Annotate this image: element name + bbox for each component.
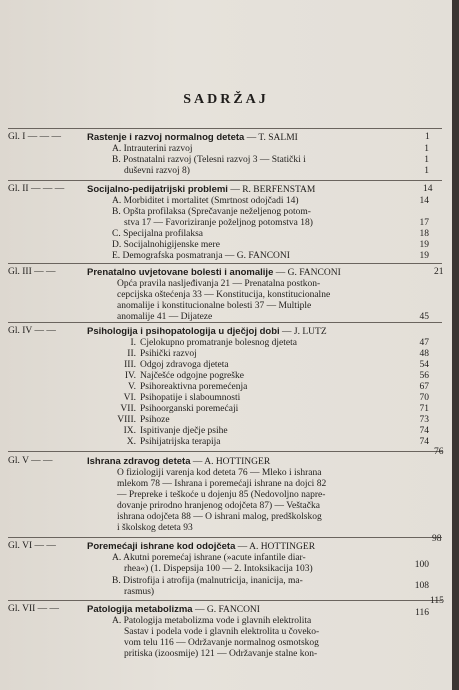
chapter-divider <box>8 128 442 129</box>
toc-entry <box>110 426 228 436</box>
toc-entry-page: 54 <box>419 360 429 370</box>
toc-entry-page: 74 <box>419 437 429 447</box>
chapter-page: 21 <box>434 267 444 277</box>
toc-entry-page: 70 <box>419 393 429 403</box>
page-title: SADRŽAJ <box>183 92 269 107</box>
toc-entry <box>110 360 229 370</box>
chapter-heading-line <box>87 132 298 143</box>
chapter-page: 14 <box>423 184 433 194</box>
toc-entry-page: 18 <box>419 229 429 239</box>
toc-entry: A. Patologija metabolizma vode i glavnih elektrolita <box>112 616 312 626</box>
chapter-author: — G. FANCONI <box>194 605 260 615</box>
toc-entry <box>110 371 244 381</box>
chapter-heading: Poremećaji ishrane kod odojčeta <box>87 541 236 552</box>
toc-entry-page: 116 <box>415 608 429 618</box>
toc-entry: duševni razvoj 8) <box>124 166 190 176</box>
roman-numeral: III. <box>124 360 136 370</box>
toc-entry: mlekom 78 — Ishrana i poremećaji ishrane na dojci 82 <box>117 479 327 489</box>
toc-entry-text: Psihopatije i slaboumnosti <box>140 393 241 403</box>
chapter-label: Gl. VII — — <box>8 604 60 614</box>
toc-entry-text: Najčešće odgojne pogreške <box>140 371 244 381</box>
toc-entry-text: Psihoorganski poremećaji <box>140 404 239 414</box>
toc-entry: rasmus) <box>124 587 155 597</box>
toc-entry: rhea«) (1. Dispepsija 100 — 2. Intoksikacija 103) <box>124 564 313 574</box>
roman-numeral: VIII. <box>117 415 136 425</box>
toc-entry-text: Odgoj zdravoga djeteta <box>140 360 229 370</box>
chapter-heading: Ishrana zdravog deteta <box>87 456 191 467</box>
toc-entry <box>110 382 247 392</box>
roman-numeral: VII. <box>120 404 136 414</box>
toc-entry <box>110 437 220 447</box>
toc-entry-text: Ispitivanje dječje psihe <box>140 426 228 436</box>
toc-entry-page: 74 <box>419 426 429 436</box>
chapter-heading-line <box>87 456 270 467</box>
toc-entry: O fiziologiji varenja kod deteta 76 — Mleko i ishrana <box>117 468 322 478</box>
toc-entry: pritiska (izoosmije) 121 — Održavanje stalne kon- <box>124 649 318 659</box>
toc-entry-page: 73 <box>419 415 429 425</box>
chapter-divider <box>8 180 442 181</box>
toc-entry-page: 1 <box>424 155 429 165</box>
chapter-author: — A. HOTTINGER <box>237 542 316 552</box>
toc-entry: B. Opšta profilaksa (Sprečavanje neželjenog potom- <box>112 207 311 217</box>
toc-entry: Sastav i podela vode i glavnih elektrolita u čoveko- <box>124 627 320 637</box>
chapter-label: Gl. IV — — <box>8 326 56 336</box>
toc-entry-text: Psihijatrijska terapija <box>140 437 221 447</box>
toc-entry: A. Morbiditet i mortalitet (Smrtnost odojčadi 14) <box>112 196 299 206</box>
chapter-label: Gl. I — — — <box>8 132 62 142</box>
toc-entry: vom telu 116 — Održavanje normalnog osmotskog <box>124 638 319 648</box>
toc-entry: i školskog deteta 93 <box>117 523 193 533</box>
toc-entry: A. Intrauterini razvoj <box>112 144 193 154</box>
toc-entry: B. Postnatalni razvoj (Telesni razvoj 3 — Statički i <box>112 155 306 165</box>
chapter-divider <box>8 600 442 601</box>
chapter-page: 76 <box>434 447 444 457</box>
roman-numeral: II. <box>127 349 136 359</box>
chapter-author: — R. BERFENSTAM <box>230 185 316 195</box>
toc-entry: A. Akutni poremećaj ishrane (»acute infantile diar- <box>112 553 306 563</box>
chapter-page: 1 <box>425 132 430 142</box>
chapter-label: Gl. V — — <box>8 456 53 466</box>
toc-entry-page: 56 <box>419 371 429 381</box>
chapter-heading: Socijalno-pedijatrijski problemi <box>87 184 228 195</box>
roman-numeral: V. <box>127 382 136 392</box>
toc-entry: B. Distrofija i atrofija (malnutricija, inanicija, ma- <box>112 576 303 586</box>
toc-entry-page: 19 <box>419 251 429 261</box>
toc-entry: D. Socijalnohigijenske mere <box>112 240 220 250</box>
toc-entry-page: 19 <box>419 240 429 250</box>
chapter-label: Gl. II — — — <box>8 184 65 194</box>
chapter-author: — G. FANCONI <box>275 268 341 278</box>
toc-entry: dovanje prirodno hranjenog odojčeta 87) — Veštačka <box>117 501 320 511</box>
toc-entry-text: Psihički razvoj <box>140 349 197 359</box>
toc-entry-page: 108 <box>414 581 429 591</box>
toc-entry-page: 100 <box>414 560 429 570</box>
chapter-divider <box>8 537 442 538</box>
toc-entry-page: 1 <box>424 144 429 154</box>
roman-numeral: X. <box>126 437 136 447</box>
toc-entry <box>110 415 170 425</box>
toc-entry-page: 47 <box>419 338 429 348</box>
chapter-heading-line <box>87 184 315 195</box>
toc-entry: anomalije i konstitucionalne bolesti 37 — Multiple <box>117 301 312 311</box>
toc-entry-page: 45 <box>419 312 429 322</box>
toc-entry: anomalije 41 — Dijateze <box>117 312 213 322</box>
chapter-divider <box>8 322 442 323</box>
toc-entry <box>110 404 238 414</box>
toc-entry <box>110 393 240 403</box>
chapter-divider <box>8 451 442 452</box>
toc-entry-page: 67 <box>419 382 429 392</box>
roman-numeral: IX. <box>123 426 136 436</box>
chapter-author: — J. LUTZ <box>282 327 327 337</box>
chapter-heading: Patologija metabolizma <box>87 604 193 615</box>
roman-numeral: I. <box>130 338 136 348</box>
toc-entry-page: 17 <box>419 218 429 228</box>
toc-entry-text: Cjelokupno promatranje bolesnog djeteta <box>140 338 297 348</box>
toc-entry: ishrana odojčeta 88 — O ishrani malog, predškolskog <box>117 512 322 522</box>
toc-entry <box>110 349 197 359</box>
toc-entry: — Prepreke i teškoće u dojenju 85 (Nedovoljno napre- <box>117 490 326 500</box>
toc-entry-page: 14 <box>419 196 429 206</box>
chapter-page: 98 <box>432 534 442 544</box>
toc-entry-page: 1 <box>424 166 429 176</box>
toc-entry: Opća pravila nasljeđivanja 21 — Prenatalna postkon- <box>117 279 321 289</box>
chapter-heading: Psihologija i psihopatologija u dječjoj dobi <box>87 326 280 337</box>
chapter-heading-line <box>87 326 327 337</box>
chapter-heading: Prenatalno uvjetovane bolesti i anomalije <box>87 267 274 278</box>
toc-entry-text: Psihoreaktivna poremećenja <box>140 382 248 392</box>
chapter-author: — T. SALMI <box>246 133 298 143</box>
toc-entry-text: Psihoze <box>140 415 170 425</box>
toc-entry-page: 71 <box>419 404 429 414</box>
chapter-label: Gl. III — — <box>8 267 56 277</box>
chapter-label: Gl. VI — — <box>8 541 56 551</box>
toc-entry-page: 48 <box>419 349 429 359</box>
chapter-heading-line <box>87 267 341 278</box>
toc-entry: stva 17 — Favoriziranje poželjnog potomstva 18) <box>124 218 313 228</box>
chapter-page: 115 <box>430 596 444 606</box>
chapter-heading: Rastenje i razvoj normalnog deteta <box>87 132 245 143</box>
chapter-author: — A. HOTTINGER <box>192 457 271 467</box>
chapter-heading-line <box>87 604 260 615</box>
roman-numeral: VI. <box>123 393 136 403</box>
roman-numeral: IV. <box>124 371 136 381</box>
toc-entry: E. Demografska posmatranja — G. FANCONI <box>112 251 290 261</box>
chapter-divider <box>8 263 442 264</box>
toc-entry: cepcijska oštećenja 33 — Konstitucija, konstitucionalne <box>117 290 331 300</box>
toc-entry: C. Specijalna profilaksa <box>112 229 204 239</box>
chapter-heading-line <box>87 541 315 552</box>
toc-entry <box>110 338 297 348</box>
